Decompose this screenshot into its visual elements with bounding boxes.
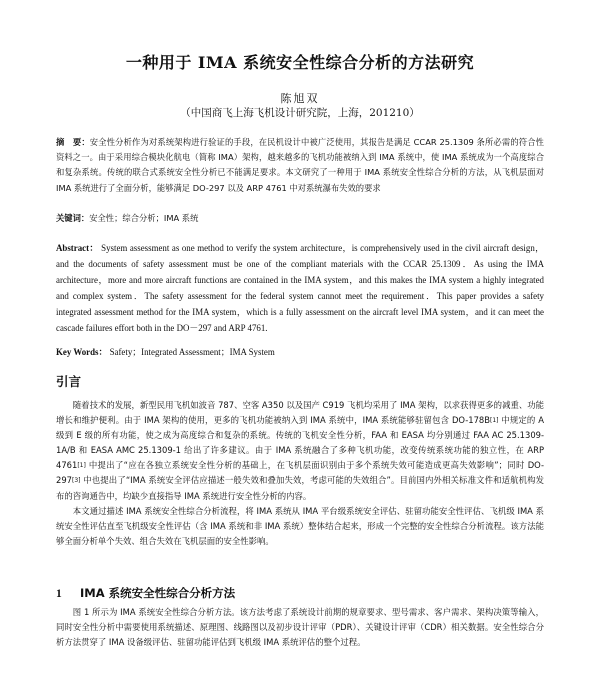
keywords-en-text: Safety；Integrated Assessment；IMA System [109,347,275,357]
keywords-cn-text: 安全性；综合分析；IMA 系统 [89,213,199,223]
keywords-en [56,345,544,360]
keywords-cn-label: 关键词： [56,213,90,223]
keywords-en-label: Key Words： [56,347,108,357]
intro-p1-part-a: 随着技术的发展，新型民用飞机如波音 787、空客 A350 以及国产 C919 飞机均采用了 IMA 架构，以求获得更多的减重、功能增长和维护便利。由于 IMA 架构的使用，更多的飞机功能被纳入到 IMA 系统中，IMA 系统能够驻留包含 DO-178B [56,400,544,426]
citation-1: [1] [489,417,499,425]
section-1-number: 1 [56,588,62,600]
section-1-title: IMA 系统安全性综合分析方法 [80,586,236,600]
abstract-en-text: System assessment as one method to verify the system architecture，is comprehensively used in the civil aircraft design，and the documents of safety assessment must be one of the compliant materials with the CCAR 25.1309．As using the IMA architecture，more and more aircraft functions are contained in the IMA system，and this makes the IMA system a highly integrated and complex system．The safety assessment for the federal system cannot meet the requirement．This paper provides a safety integrated assessment method for the IMA system，which is a fully assessment on the aircraft level IMA system，and it can meet the cascade failures effort both in the DO－297 and ARP 4761. [56,243,544,334]
keywords-cn [56,211,544,226]
abstract-cn-text: 安全性分析作为对系统架构进行验证的手段，在民机设计中被广泛使用，其报告是满足 CCAR 25.1309 条所必需的符合性资料之一。由于采用综合模块化航电（简称 IMA）架构，越来越多的飞机功能被纳入到 IMA 系统中，使 IMA 系统成为一个高度综合和复杂系统。传统的联合式系统安全性分析已不能满足要求。本文研究了一种用于 IMA 系统安全性综合分析的方法，从飞机层面对 IMA 系统进行了全面分析，能够满足 DO-297 以及 ARP 4761 中对系统瀑布失效的要求 [56,137,544,193]
section-1-paragraph-1: 图 1 所示为 IMA 系统安全性综合分析方法。该方法考虑了系统设计前期的规章要求、型号需求、客户需求、架构决策等输入，同时安全性分析中需要使用系统描述、原理图、线路图以及初步设计评审（PDR）、关键设计评审（CDR）相关数据。安全性综合分析方法贯穿了 IMA 设备级评估、驻留功能评估到飞机级 IMA 系统评估的整个过程。 [56,607,544,648]
intro-paragraph-1 [56,398,544,504]
intro-p1-part-d: 中也提出了“IMA 系统安全评估应描述一般失效和叠加失效，考虑可能的失效组合”。目前国内外相关标准文件和适航机构发布的咨询通告中，均缺少直接指导 IMA 系统进行安全性分析的内容。 [56,475,544,501]
intro-p1-part-c: 中提出了“应在各独立系统安全性分析的基础上，在飞机层面识别由于多个系统失效可能造成更高失效影响”；同时 DO-297 [56,460,544,486]
citation-2: [1] [77,462,86,470]
abstract-en [56,240,544,337]
intro-heading: 引言 [56,374,82,389]
abstract-cn [56,135,544,196]
section-1-heading [56,585,235,601]
intro-paragraph-2: 本文通过描述 IMA 系统安全性综合分析流程，将 IMA 系统从 IMA 平台级系统安全评估、驻留功能安全性评估、飞机级 IMA 系统安全性评估直至飞机级安全性评估（含 IMA 系统和非 IMA 系统）整体结合起来，形成一个完整的安全性综合分析流程。该方法能够全面分析单个失效、组合失效在飞机层面的安全性影响。 [56,505,544,546]
abstract-cn-label: 摘 要： [56,137,90,147]
author-affiliation: （中国商飞上海飞机设计研究院，上海，201210） [180,107,420,119]
section-1-body [56,605,544,650]
intro-body [56,398,544,549]
paper-title: 一种用于 IMA 系统安全性综合分析的方法研究 [125,53,475,72]
abstract-en-label: Abstract： [56,243,99,253]
citation-3: [3] [72,477,81,485]
author-name: 陈旭双 [280,92,320,105]
intro-p1-part-b: 中规定的 A 级到 E 级的所有功能，使之成为高度综合和复杂的系统。传统的飞机安全性分析，FAA 和 EASA 均分别通过 FAA AC 25.1309-1A/B 和 EASA AMC 25.1309-1 给出了许多建议。由于 IMA 系统融合了多种飞机功能，改变传统系统功能的独立性，在 ARP 4761 [56,415,544,471]
